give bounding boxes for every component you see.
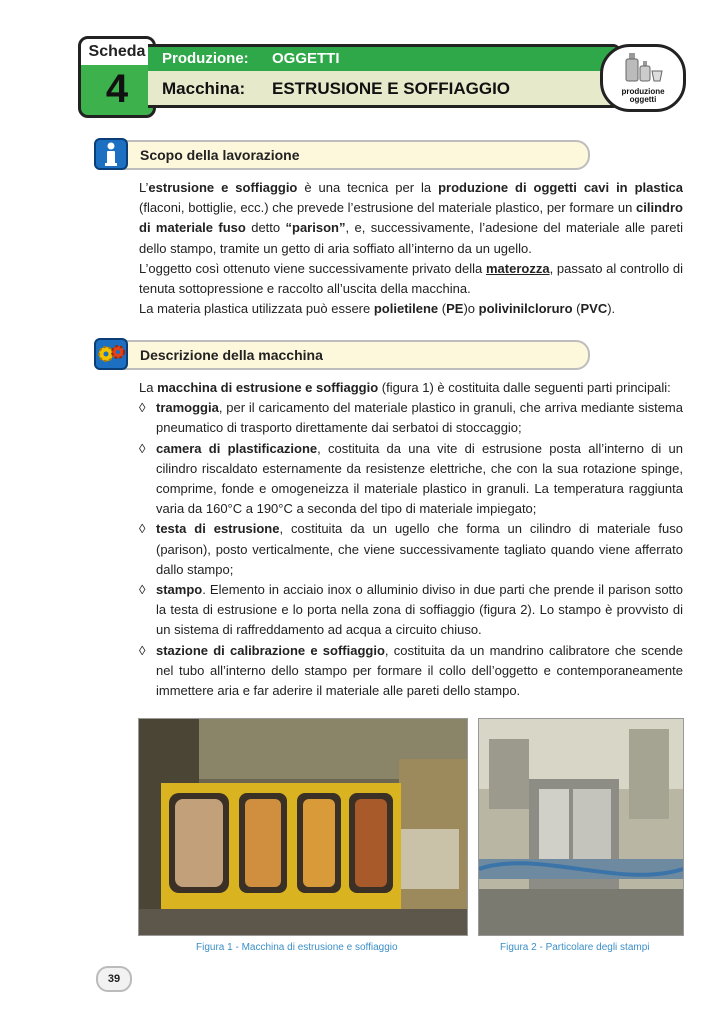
emphasis-text: produzione di oggetti cavi in plastica (438, 180, 683, 195)
page-number: 39 (96, 966, 132, 992)
header-produzione-row (148, 47, 618, 71)
section-scopo (94, 138, 592, 168)
list-item-text: testa di estrusione, costituita da un ugello che forma un cilindro di materiale fuso (parison), posto verticalmente, che viene successivamente tagliato quando viene afferrato dallo stampo; (156, 521, 683, 577)
scopo-paragraph-1: L’estrusione e soffiaggio è una tecnica per la produzione di oggetti cavi in plastica (flaconi, bottiglie, ecc.) che prevede l’estrusione del materiale plastico, per formare un cilindro di materiale fuso detto “parison”, e, successivamente, l’adesione del materiale alle pareti dello stampo, tramite un getto di aria soffiato all’interno da un ugello. (139, 180, 684, 256)
list-item-text: camera di plastificazione, costituita da una vite di estrusione posta all’interno di un cilindro riscaldato esternamente da resistenze elettriche, che con la sua rotazione spinge, comprime, fonde e omogeneizza il materiale plastico in granuli. La temperatura raggiunta varia da 160°C a 190°C a seconda del tipo di materiale impiegato; (156, 440, 683, 517)
scheda-box (78, 36, 156, 118)
figure-2-caption: Figura 2 - Particolare degli stampi (500, 942, 650, 953)
bullet-diamond: ◊ (139, 400, 146, 416)
section-descrizione (94, 338, 592, 368)
emphasis-text: estrusione e soffiaggio (148, 180, 298, 195)
emphasis-text: PVC (580, 301, 608, 317)
list-item (139, 398, 683, 438)
section-descrizione-title: Descrizione della macchina (124, 340, 590, 370)
gears-icon (94, 338, 130, 370)
emphasis-text: testa di estrusione (156, 521, 280, 537)
emphasis-text: materozza (485, 260, 550, 276)
list-item (139, 641, 683, 702)
figure-2-photo (478, 718, 684, 936)
produzione-oggetti-badge (600, 44, 686, 112)
emphasis-text: cilindro di materiale fuso (139, 200, 683, 236)
header-macchina-row (148, 71, 618, 105)
emphasis-text: stampo (156, 582, 203, 598)
scheda-label: Scheda (81, 39, 153, 65)
scopo-paragraph-3: La materia plastica utilizzata può essere polietilene (PE)o polivinilcloruro (PVC). (139, 301, 616, 317)
emphasis-text: polietilene (373, 301, 439, 317)
descrizione-intro: La macchina di estrusione e soffiaggio (figura 1) è costituita dalle seguenti parti principali: (139, 380, 671, 395)
badge-line1: produzione (621, 87, 665, 96)
figure-1-photo (138, 718, 468, 936)
bullet-diamond: ◊ (139, 582, 146, 598)
bullet-diamond: ◊ (139, 642, 146, 658)
parts-list (139, 398, 683, 701)
info-icon (94, 138, 130, 170)
scopo-paragraph-2: L’oggetto così ottenuto viene successivamente privato della materozza, passato al controllo di tenuta sottopressione e raccolto all’uscita della macchina. (139, 260, 683, 297)
header-banner (148, 44, 621, 108)
bullet-diamond: ◊ (139, 440, 146, 456)
bottles-icon (621, 51, 665, 83)
list-item-text: stampo. Elemento in acciaio inox o alluminio diviso in due parti che prende il parison sotto la testa di estrusione e lo porta nella zona di soffiaggio (figura 2). Lo stampo è provvisto di un sistema di raffreddamento ad acqua a circuito chiuso. (156, 582, 683, 638)
produzione-value: OGGETTI (272, 50, 340, 67)
macchina-label: Macchina: (162, 79, 246, 98)
produzione-label: Produzione: (162, 50, 249, 67)
emphasis-text: polivinilcloruro (478, 301, 573, 317)
emphasis-text: PE (446, 301, 464, 317)
emphasis-text: “parison” (285, 220, 346, 236)
list-item-text: tramoggia, per il caricamento del materiale plastico in granuli, che arriva mediante sistema pneumatico di trasporto direttamente dai serbatoi di stoccaggio; (156, 400, 683, 436)
list-item (139, 439, 683, 520)
scopo-text (139, 178, 683, 319)
list-item (139, 580, 683, 641)
section-scopo-title: Scopo della lavorazione (124, 140, 590, 170)
scheda-number: 4 (105, 67, 129, 111)
emphasis-text: tramoggia (156, 400, 219, 416)
macchina-value: ESTRUSIONE E SOFFIAGGIO (272, 79, 511, 98)
descrizione-text (139, 378, 683, 701)
badge-line2: oggetti (629, 95, 657, 104)
list-item-text: stazione di calibrazione e soffiaggio, costituita da un mandrino calibratore che scende nel tubo all’interno dello stampo per formare il collo dell’oggetto e contemporaneamente immettere aria e far aderire il materiale alle pareti dello stampo. (156, 642, 683, 699)
emphasis-text: stazione di calibrazione e soffiaggio (156, 642, 385, 658)
figure-1-caption: Figura 1 - Macchina di estrusione e soffiaggio (196, 942, 398, 953)
emphasis-text: camera di plastificazione (156, 440, 318, 456)
list-item (139, 519, 683, 580)
emphasis-text: macchina di estrusione e soffiaggio (157, 380, 379, 395)
bullet-diamond: ◊ (139, 521, 146, 537)
